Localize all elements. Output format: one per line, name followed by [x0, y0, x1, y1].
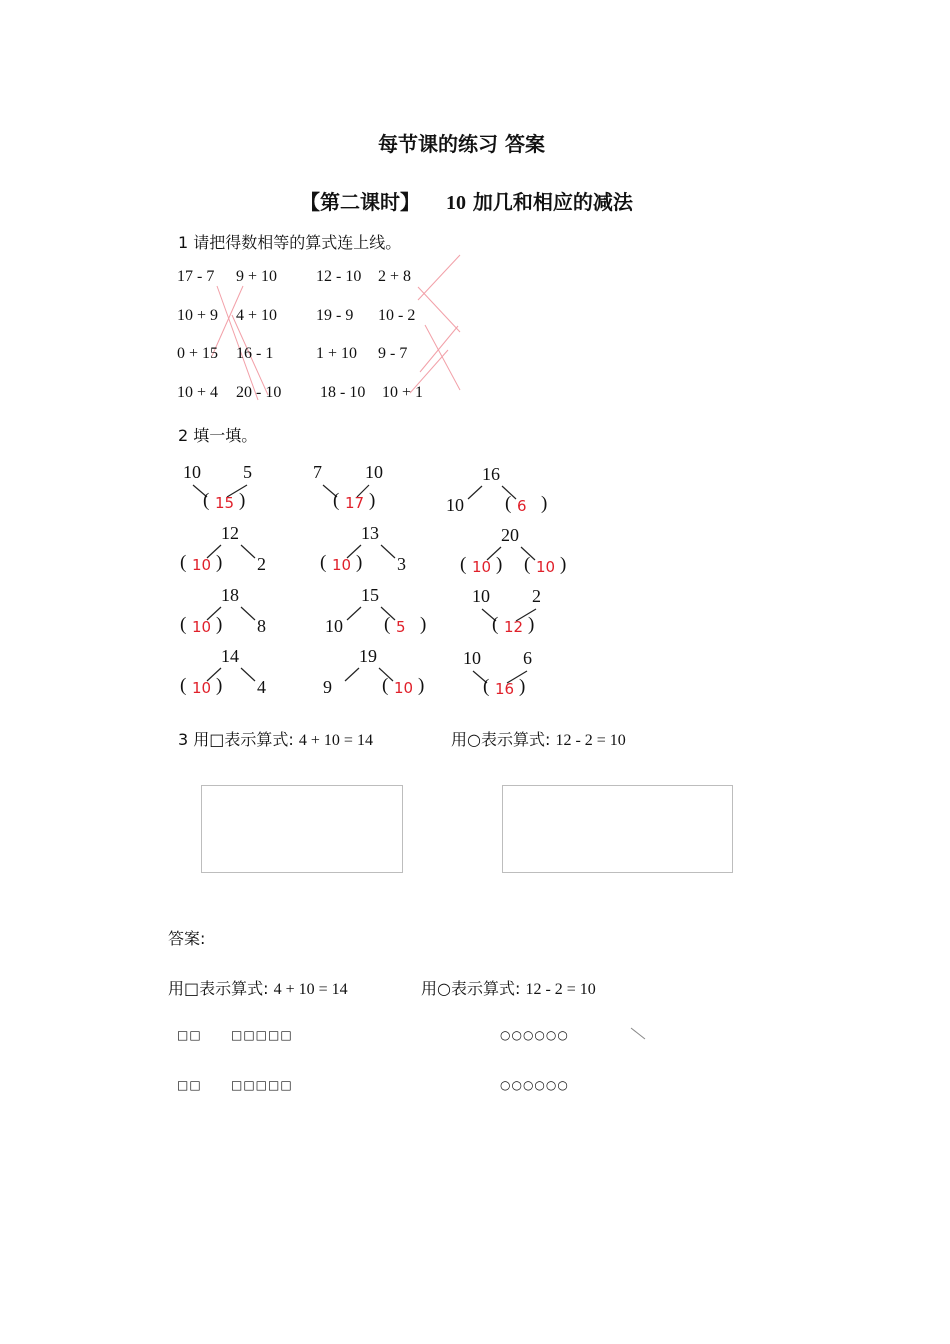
right-paren: ) [216, 552, 223, 573]
left-paren: ( [460, 554, 467, 575]
q1-expression[interactable]: 16 - 1 [236, 345, 274, 362]
tree-top-number: 14 [221, 646, 239, 666]
tree-left-number: 9 [323, 677, 332, 697]
tree-answer-left[interactable]: 10 [192, 556, 212, 574]
q1-expression[interactable]: 10 + 9 [177, 307, 219, 324]
right-paren: ) [528, 614, 535, 635]
left-paren: ( [180, 614, 187, 635]
left-paren: ( [180, 675, 187, 696]
answer-row1-squares-b: □□□□□ [231, 1028, 293, 1042]
left-paren: ( [505, 493, 512, 514]
tree-answer-left[interactable]: 10 [192, 679, 212, 697]
tree-top-number: 20 [501, 525, 519, 545]
q1-expression[interactable]: 20 - 10 [236, 384, 282, 401]
right-paren: ) [418, 675, 425, 696]
left-paren: ( [180, 552, 187, 573]
right-paren: ) [420, 614, 427, 635]
question-2-label: 2 填一填。 [178, 426, 258, 445]
right-paren: ) [369, 490, 376, 511]
tree-right-number: 6 [523, 648, 532, 668]
tree-left-number: 7 [313, 462, 322, 482]
tree-top-number: 13 [361, 523, 379, 543]
tree-answer-total[interactable]: 12 [504, 618, 524, 636]
question-3-right-label: 用○表示算式: [451, 730, 551, 749]
tree-answer-right[interactable]: 6 [517, 497, 527, 515]
question-3-number: 3 [178, 730, 189, 749]
tree-right-number: 4 [257, 677, 266, 697]
q1-expression[interactable]: 1 + 10 [316, 345, 358, 362]
question-3-left-label: 用□表示算式: [193, 730, 294, 749]
tree-answer-left[interactable]: 10 [332, 556, 352, 574]
q1-expression[interactable]: 10 - 2 [378, 307, 416, 324]
q1-expression[interactable]: 2 + 8 [378, 268, 412, 285]
question-3-left-expr: 4 + 10 = 14 [298, 732, 373, 749]
answer-right-label: 用○表示算式: [421, 979, 521, 998]
tree-left-number: 10 [325, 616, 343, 636]
q1-expression[interactable]: 17 - 7 [177, 268, 215, 285]
q1-expression[interactable]: 12 - 10 [316, 268, 362, 285]
tree-right-number: 3 [397, 554, 406, 574]
tree-answer-left[interactable]: 10 [192, 618, 212, 636]
tree-right-number: 5 [243, 462, 252, 482]
q1-expression[interactable]: 9 - 7 [378, 345, 408, 362]
q1-expression[interactable]: 0 + 15 [177, 345, 219, 362]
left-paren: ( [203, 490, 210, 511]
tree-branch-line [347, 607, 361, 620]
tree-right-number: 2 [532, 586, 541, 606]
left-paren: ( [492, 614, 499, 635]
lesson-topic: 加几和相应的减法 [472, 190, 633, 214]
q1-expression[interactable]: 10 + 4 [177, 384, 219, 401]
answer-right-expr: 12 - 2 = 10 [525, 981, 596, 998]
tree-top-number: 19 [359, 646, 377, 666]
answer-heading: 答案: [168, 929, 206, 948]
right-paren: ) [560, 554, 567, 575]
question-3-right-expr: 12 - 2 = 10 [555, 732, 626, 749]
tree-top-number: 12 [221, 523, 239, 543]
tree-answer-right[interactable]: 10 [536, 558, 556, 576]
q1-expression[interactable]: 19 - 9 [316, 307, 354, 324]
tree-right-number: 8 [257, 616, 266, 636]
tree-top-number: 18 [221, 585, 239, 605]
tree-left-number: 10 [183, 462, 201, 482]
q1-expression[interactable]: 9 + 10 [236, 268, 278, 285]
tree-answer-right[interactable]: 10 [394, 679, 414, 697]
tree-answer-right[interactable]: 5 [396, 618, 406, 636]
tree-branch-line [241, 545, 255, 558]
answer-row2-circles: ○○○○○○ [500, 1078, 569, 1092]
right-paren: ) [541, 493, 548, 514]
tree-answer-total[interactable]: 17 [345, 494, 365, 512]
right-paren: ) [239, 490, 246, 511]
q1-expression[interactable]: 4 + 10 [236, 307, 278, 324]
tree-branch-line [345, 668, 359, 681]
q1-expression[interactable]: 18 - 10 [320, 384, 366, 401]
left-paren: ( [333, 490, 340, 511]
tree-left-number: 10 [463, 648, 481, 668]
tree-left-number: 10 [446, 495, 464, 515]
tree-answer-total[interactable]: 15 [215, 494, 235, 512]
tree-branch-line [468, 486, 482, 499]
right-paren: ) [519, 676, 526, 697]
left-paren: ( [524, 554, 531, 575]
tree-right-number: 2 [257, 554, 266, 574]
tree-right-number: 10 [365, 462, 383, 482]
lesson-number: 10 [445, 192, 466, 214]
right-paren: ) [356, 552, 363, 573]
tree-branch-line [241, 607, 255, 620]
left-paren: ( [384, 614, 391, 635]
left-paren: ( [382, 675, 389, 696]
answer-row1-circles: ○○○○○○ [500, 1028, 569, 1042]
right-paren: ) [496, 554, 503, 575]
tree-branch-line [381, 545, 395, 558]
answer-left-label: 用□表示算式: [168, 979, 269, 998]
left-paren: ( [483, 676, 490, 697]
answer-row1-squares-a: □□ [177, 1028, 202, 1042]
tree-answer-left[interactable]: 10 [472, 558, 492, 576]
answer-row2-squares-a: □□ [177, 1078, 202, 1092]
tree-branch-line [241, 668, 255, 681]
right-paren: ) [216, 675, 223, 696]
q1-expression[interactable]: 10 + 1 [382, 384, 424, 401]
tree-top-number: 16 [482, 464, 500, 484]
tree-top-number: 15 [361, 585, 379, 605]
page-title: 每节课的练习 答案 [378, 132, 545, 156]
answer-row2-squares-b: □□□□□ [231, 1078, 293, 1092]
question-1-label: 1 请把得数相等的算式连上线。 [178, 233, 402, 252]
answer-left-expr: 4 + 10 = 14 [273, 981, 348, 998]
tree-left-number: 10 [472, 586, 490, 606]
left-paren: ( [320, 552, 327, 573]
lesson-bracket: 【第二课时】 [300, 190, 420, 214]
tree-answer-total[interactable]: 16 [495, 680, 515, 698]
right-paren: ) [216, 614, 223, 635]
